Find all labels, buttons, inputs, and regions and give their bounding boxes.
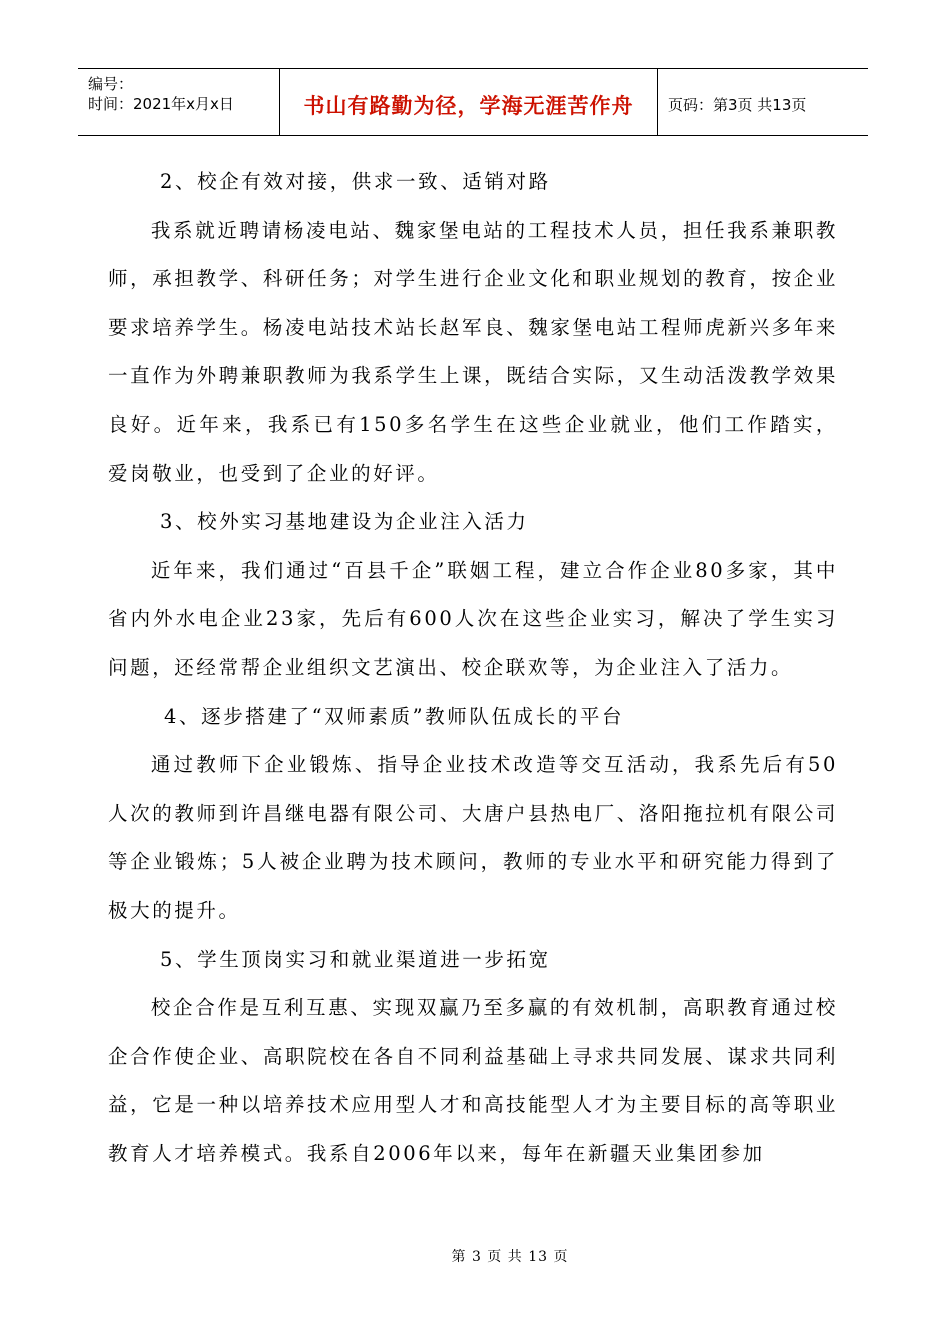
- section-heading-3: 3、校外实习基地建设为企业注入活力: [160, 510, 529, 534]
- section-heading-4: 4、逐步搭建了“双师素质”教师队伍成长的平台: [164, 704, 625, 728]
- document-time-label: 时间：2021年x月x日: [88, 95, 234, 113]
- section-paragraph-3: 近年来，我们通过“百县千企”联姻工程，建立合作企业80多家，其中省内外水电企业23家，先后有600人次在这些企业实习，解决了学生实习问题，还经常帮企业组织文艺演出、校企联欢等，为企业注入了活力。: [108, 558, 838, 679]
- page-footer: 第 3 页 共 13 页: [451, 1249, 569, 1265]
- document-number-label: 编号：: [88, 75, 134, 93]
- section-paragraph-4: 通过教师下企业锻炼、指导企业技术改造等交互活动，我系先后有50人次的教师到许昌继电器有限公司、大唐户县热电厂、洛阳拖拉机有限公司等企业锻炼；5人被企业聘为技术顾问，教师的专业水平和研究能力得到了极大的提升。: [108, 753, 838, 922]
- header-motto-cell: [280, 69, 658, 135]
- header-page-number: 页码：第3页 共13页: [668, 95, 807, 114]
- header-meta-cell: [78, 69, 280, 135]
- page-header: [78, 68, 868, 136]
- header-motto: 书山有路勤为径，学海无涯苦作舟: [303, 94, 634, 118]
- section-paragraph-2: 我系就近聘请杨凌电站、魏家堡电站的工程技术人员，担任我系兼职教师，承担教学、科研任务；对学生进行企业文化和职业规划的教育，按企业要求培养学生。杨凌电站技术站长赵军良、魏家堡电站工程师虎新兴多年来一直作为外聘兼职教师为我系学生上课，既结合实际，又生动活泼教学效果良好。近年来，我系已有150多名学生在这些企业就业，他们工作踏实，爱岗敬业，也受到了企业的好评。: [108, 218, 838, 485]
- section-heading-2: 2、校企有效对接，供求一致、适销对路: [160, 170, 551, 193]
- section-heading-5: 5、学生顶岗实习和就业渠道进一步拓宽: [160, 947, 551, 971]
- document-body: [108, 158, 838, 1178]
- section-paragraph-5: 校企合作是互利互惠、实现双赢乃至多赢的有效机制，高职教育通过校企合作使企业、高职院校在各自不同利益基础上寻求共同发展、谋求共同利益，它是一种以培养技术应用型人才和高技能型人才为主要目标的高等职业教育人才培养模式。我系自2006年以来，每年在新疆天业集团参加: [108, 996, 838, 1165]
- header-page-cell: [658, 69, 868, 135]
